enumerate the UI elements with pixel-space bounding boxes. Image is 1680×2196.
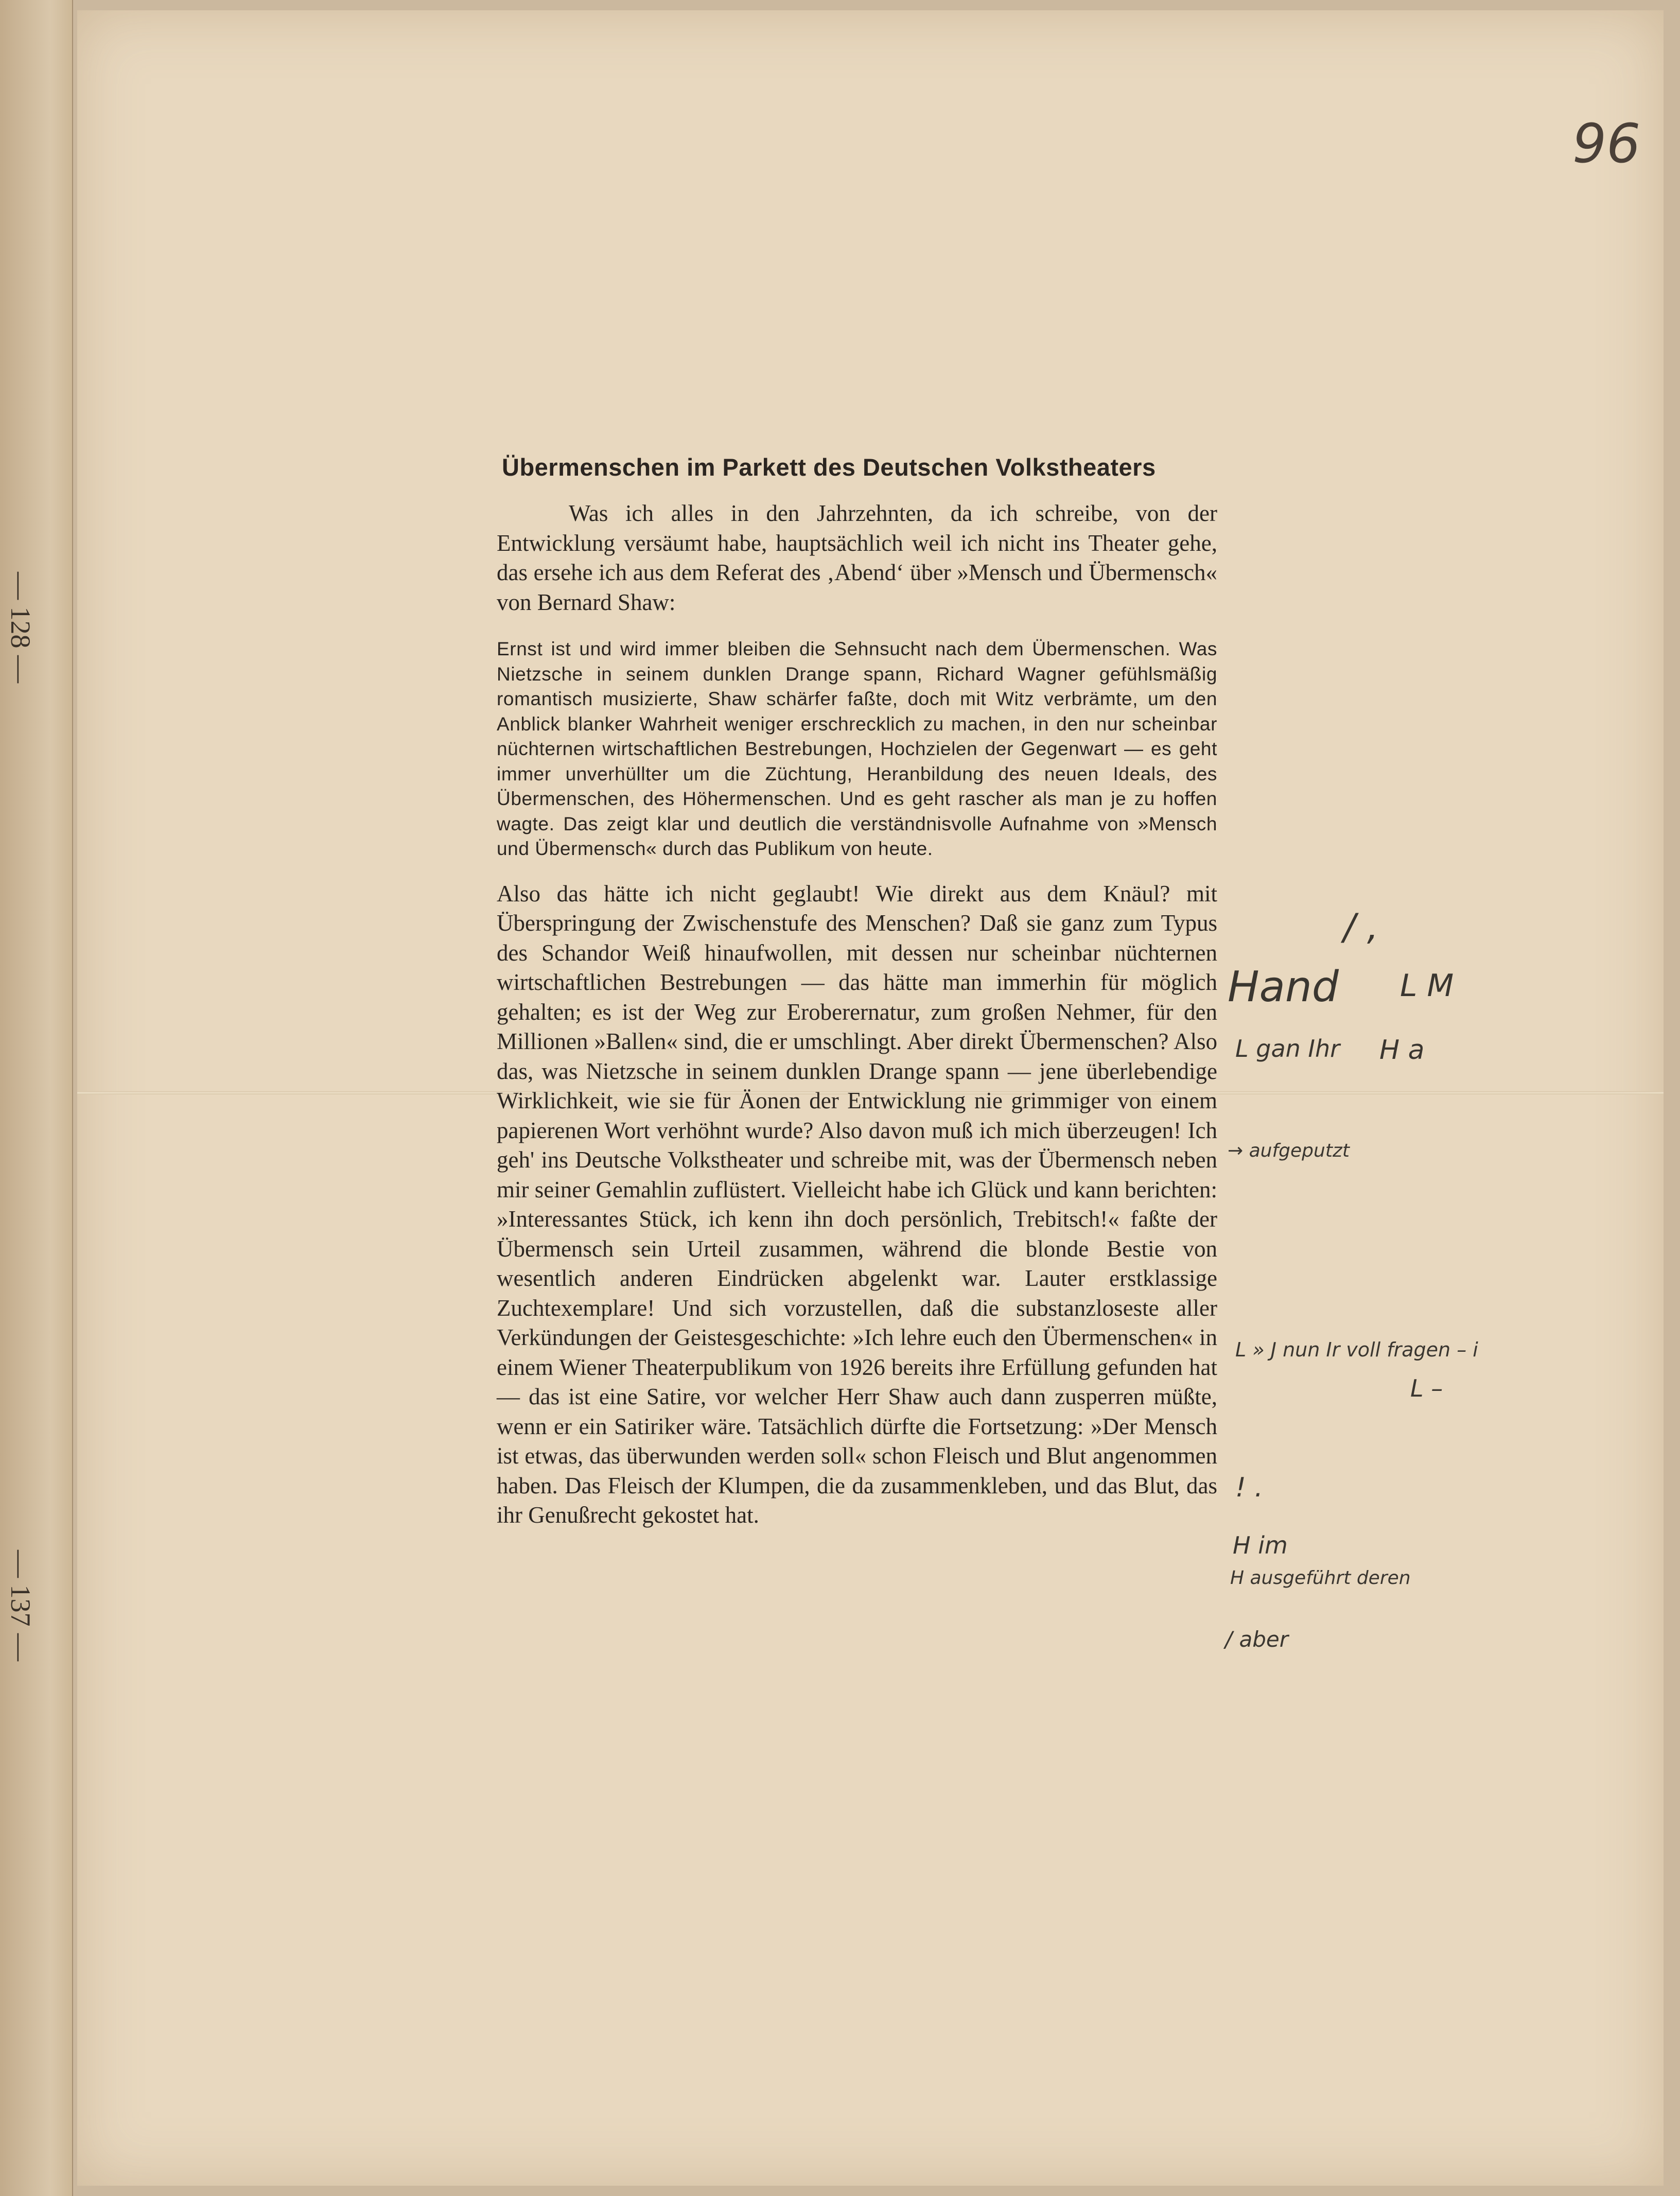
article (497, 453, 1217, 1530)
previous-page-edge (0, 0, 73, 2196)
article-intro: Was ich alles in den Jahrzehnten, da ich schreibe, von der Entwicklung versäumt habe, hauptsächlich weil ich nicht ins Theater gehe, das ersehe ich aus dem Referat des ‚Abend‘ über »Mensch und Übermensch« von Bernard Shaw: (497, 500, 1217, 615)
margin-note: H ausgeführt deren (1230, 1567, 1411, 1589)
previous-page-number-bottom: — 137 — (5, 1550, 36, 1661)
margin-note: H a (1379, 1035, 1425, 1066)
margin-note: L gan Ihr (1235, 1035, 1340, 1062)
margin-note: Hand (1228, 963, 1339, 1012)
margin-note: / , (1343, 906, 1379, 948)
margin-note: / aber (1225, 1627, 1289, 1652)
article-main-text: Also das hätte ich nicht geglaubt! Wie direkt aus dem Knäul? mit Überspringung der Zwischenstufe des Menschen? Daß sie ganz zum Typus des Schandor Weiß hinaufwollen, mit dessen nur scheinbar nüchternen wirtschaftlichen Bestrebungen — das hätte man immerhin für möglich gehalten; es ist der Weg zur Eroberernatur, zum großen Nehmer, für den Millionen »Ballen« sind, die er umschlingt. Aber direkt Übermenschen? Also das, was Nietzsche in seinem dunklen Drange spann — jene überlebendige Wirklichkeit, wie sie für Äonen der Entwicklung nie grimmiger von einem papierenen Wort verhöhnt wurde? Also davon muß ich mich überzeugen! Ich geh' ins Deutsche Volkstheater und schreibe mit, was der Übermensch neben mir seiner Gemahlin zuflüstert. Vielleicht habe ich Glück und kann berichten: »Interessantes Stück, ich kenn ihn doch persönlich, Trebitsch!« faßte der Übermensch sein Urteil zusammen, während die blonde Bestie von wesentlich anderen Eindrücken abgelenkt war. Lauter erstklassige Zuchtexemplare! Und sich vorzustellen, daß die substanzloseste aller Verkündungen der Geistesgeschichte: »Ich lehre euch den Übermenschen« in einem Wiener Theaterpublikum von 1926 bereits ihre Erfüllung gefunden hat — das ist eine Satire, vor welcher Herr Shaw auch dann zusperren müßte, wenn er ein Satiriker wäre. Tatsächlich dürfte die Fortsetzung: »Der Mensch ist etwas, das überwunden werden soll« schon Fleisch und Blut angenommen haben. Das Fleisch der Klumpen, die da zusammenkleben, und das Blut, das ihr Genußrecht gekostet hat. (497, 880, 1217, 1528)
margin-note: → aufgeputzt (1228, 1140, 1350, 1161)
margin-note: L M (1400, 968, 1454, 1004)
previous-page-number-top: — 128 — (5, 572, 36, 683)
article-title: Übermenschen im Parkett des Deutschen Volkstheaters (502, 454, 1156, 481)
margin-note: L » J nun Ir voll fragen – i (1235, 1338, 1478, 1361)
article-quote: Ernst ist und wird immer bleiben die Sehnsucht nach dem Übermenschen. Was Nietzsche in seinem dunklen Drange spann, Richard Wagner gefühlsmäßig romantisch musizierte, Shaw schärfer faßte, doch mit Witz verbrämte, um den Anblick blanker Wahrheit weniger erschrecklich zu machen, in den nur scheinbar nüchternen wirtschaftlichen Bestrebungen, Hochzielen der Gegenwart — es geht immer unverhüllter um die Züchtung, Heranbildung des neuen Ideals, des Übermenschen, des Höhermenschen. Und es geht rascher als man je zu hoffen wagte. Das zeigt klar und deutlich die verständnisvolle Aufnahme von »Mensch und Übermensch« durch das Publikum von heute. (497, 638, 1217, 859)
margin-note: ! . (1235, 1472, 1263, 1503)
folio-number: 96 (1572, 112, 1641, 175)
margin-note: H im (1233, 1531, 1288, 1559)
margin-note: L – (1410, 1374, 1443, 1402)
